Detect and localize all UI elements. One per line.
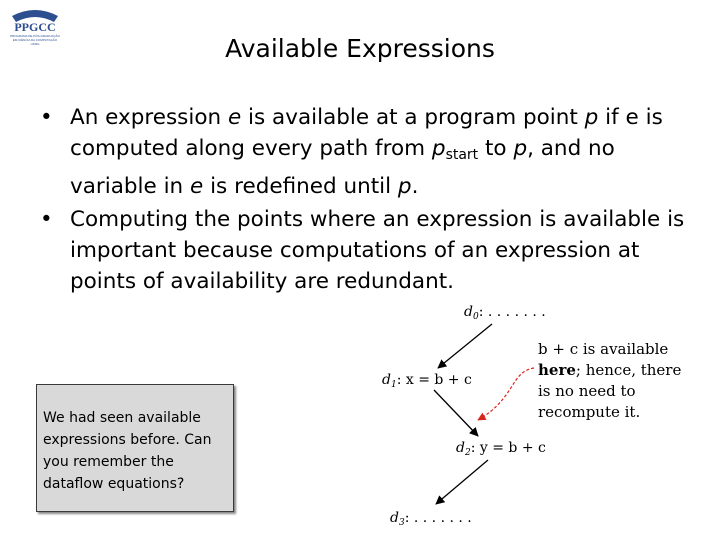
bullet-1-text-f: is redefined until bbox=[203, 174, 398, 199]
callout-arrow bbox=[478, 368, 534, 420]
logo-subtext-1: PROGRAMA DE PÓS-GRADUAÇÃO bbox=[10, 34, 60, 38]
annotation-line-4: recompute it. bbox=[538, 403, 641, 421]
bullet-1-var-p: p bbox=[431, 136, 446, 161]
bullet-1-var-e: e bbox=[190, 174, 204, 199]
bullet-1-text-b: is available at a program point bbox=[241, 105, 585, 130]
bullet-1-text-c: if e is computed along every path from bbox=[70, 105, 663, 161]
bullet-1-text-a: An expression bbox=[70, 105, 228, 130]
bullet-item-1 bbox=[40, 102, 690, 202]
bullet-1-var-p: p bbox=[513, 136, 528, 161]
logo-subtext-2: EM CIÊNCIA DA COMPUTAÇÃO bbox=[12, 38, 58, 42]
bullet-1-var-p: p bbox=[584, 105, 599, 130]
edge-d2-d3 bbox=[436, 460, 488, 504]
node-d2: $d_2$: y = b + c bbox=[456, 440, 546, 458]
logo-text: PPGCC bbox=[14, 20, 56, 34]
annotation-line-1: b + c is available bbox=[538, 340, 669, 358]
bullet-1-text-g: . bbox=[411, 174, 419, 199]
available-expressions-diagram bbox=[360, 296, 700, 536]
bullet-1-subscript: start bbox=[445, 147, 479, 163]
annotation-line-2: here; hence, there bbox=[538, 361, 682, 379]
annotation-line-3: is no need to bbox=[538, 382, 636, 400]
bullet-1-text-e: , and no variable in bbox=[70, 136, 615, 199]
slide-title: Available Expressions bbox=[225, 34, 495, 63]
bullet-item-2 bbox=[40, 204, 690, 297]
bullet-dot-icon: • bbox=[40, 105, 53, 130]
bullet-dot-icon: • bbox=[40, 207, 53, 232]
bullet-list bbox=[40, 102, 690, 299]
logo-subtext-3: UFMG bbox=[30, 42, 40, 46]
bullet-2-text: Computing the points where an expression is available is important because computations of an expression at points of availability are redundant. bbox=[70, 207, 685, 294]
bullet-1-var-e: e bbox=[227, 105, 242, 130]
edge-d1-d2 bbox=[434, 390, 478, 436]
bullet-1-text-d: to bbox=[478, 136, 514, 161]
note-text: We had seen available expressions before. Can you remember the dataflow equations? bbox=[43, 410, 212, 492]
node-d0: $d_0$: . . . . . . . bbox=[464, 304, 546, 322]
node-d3: $d_3$: . . . . . . . bbox=[390, 510, 472, 528]
note-box bbox=[36, 384, 234, 512]
bullet-1-var-p: p bbox=[397, 174, 412, 199]
edge-d0-d1 bbox=[438, 324, 492, 368]
node-d1: $d_1$: x = b + c bbox=[382, 372, 472, 390]
